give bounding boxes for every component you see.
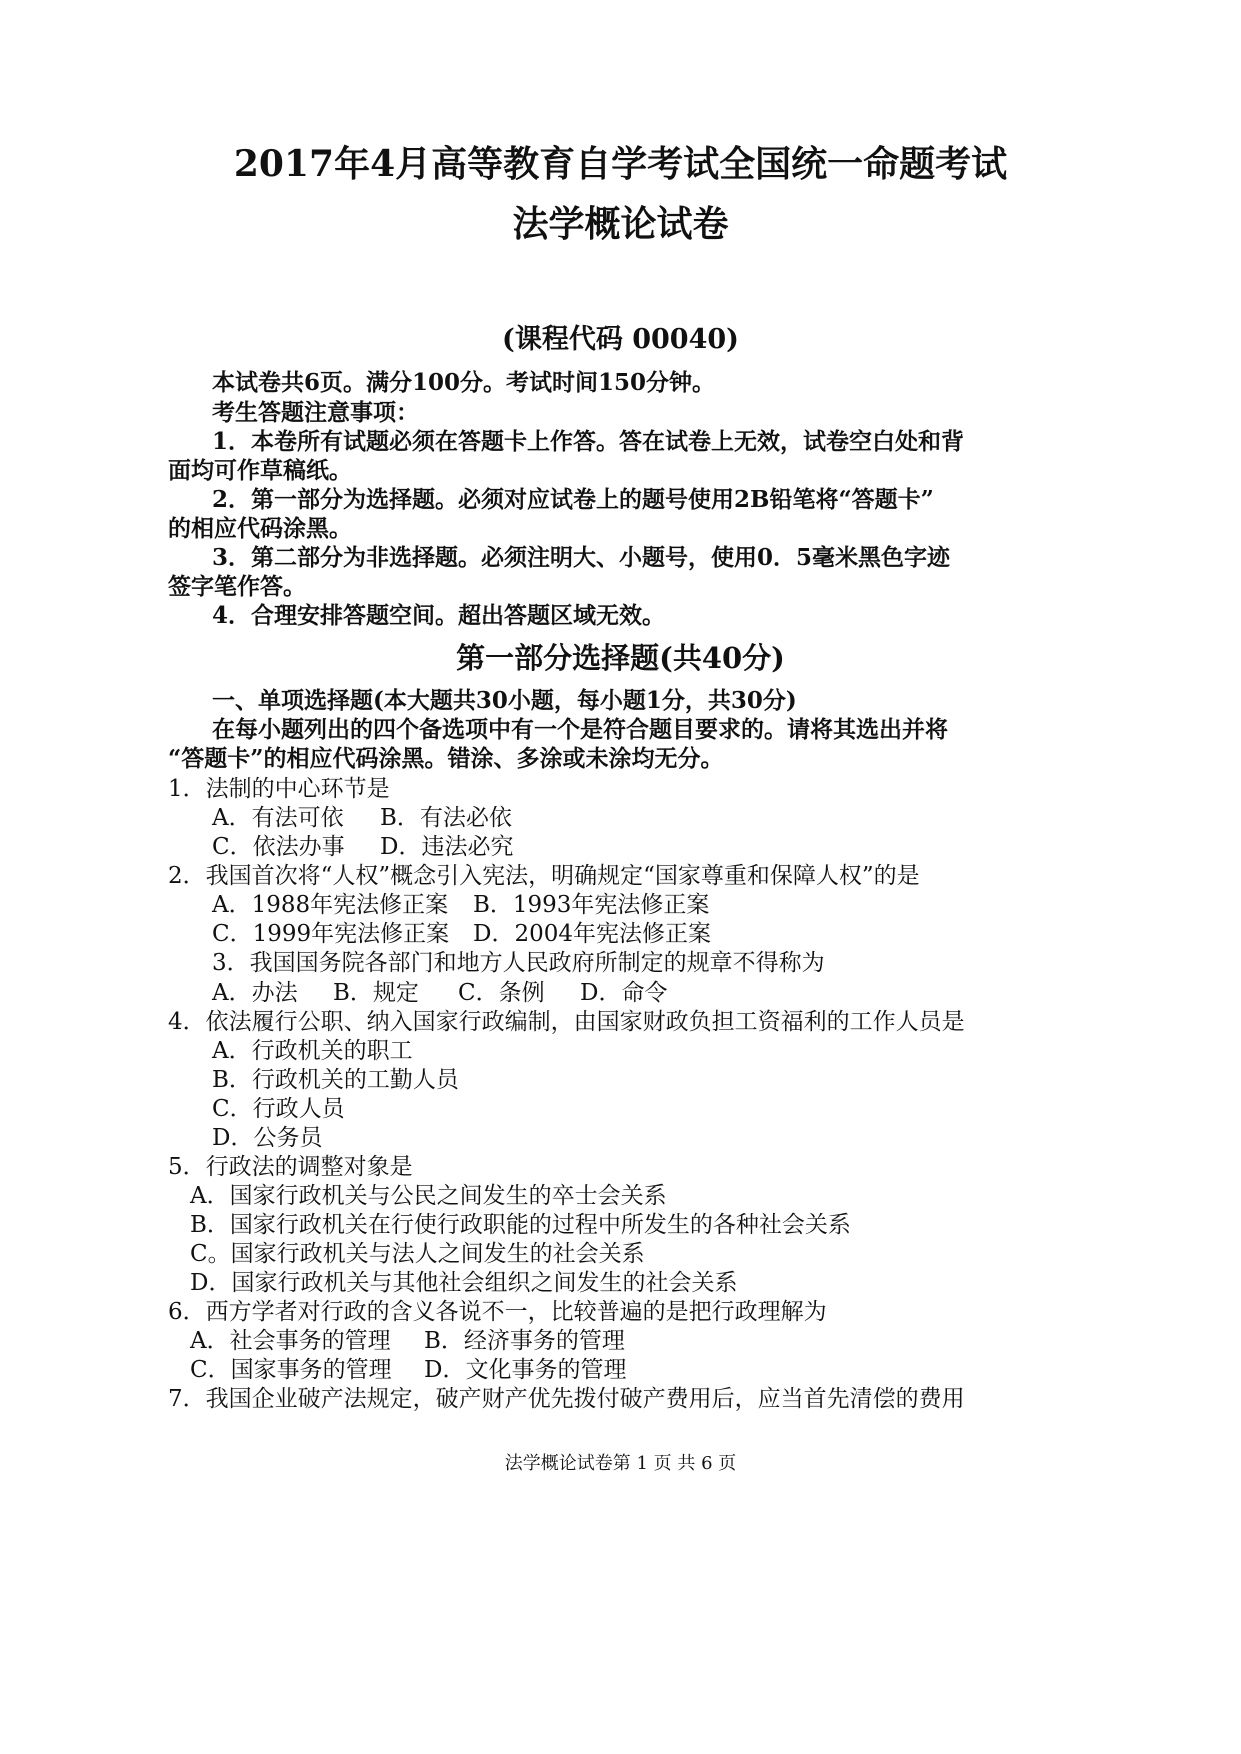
- question-6-stem: 6．西方学者对行政的含义各说不一，比较普遍的是把行政理解为: [168, 1299, 827, 1325]
- question-6-option-a: A．社会事务的管理: [190, 1328, 391, 1354]
- question-7-stem: 7．我国企业破产法规定，破产财产优先拨付破产费用后，应当首先清偿的费用: [168, 1386, 965, 1412]
- section-1-instruction-line-1: 在每小题列出的四个备选项中有一个是符合题目要求的。请将其选出并将: [212, 716, 948, 743]
- note-2-line-2: 的相应代码涂黑。: [168, 515, 352, 542]
- question-4-option-c: C．行政人员: [212, 1096, 345, 1122]
- question-3-stem: 3．我国国务院各部门和地方人民政府所制定的规章不得称为: [212, 950, 825, 976]
- question-1-option-b: B．有法必依: [380, 805, 512, 831]
- section-1-instruction-line-2: “答题卡”的相应代码涂黑。错涂、多涂或未涂均无分。: [168, 745, 724, 772]
- question-2-option-a: A．1988年宪法修正案: [212, 892, 449, 918]
- course-code: (课程代码 00040): [502, 324, 739, 355]
- note-4: 4．合理安排答题空间。超出答题区域无效。: [212, 602, 666, 629]
- question-4-option-d: D．公务员: [212, 1125, 323, 1151]
- question-2-option-d: D．2004年宪法修正案: [473, 921, 711, 947]
- question-1-stem: 1．法制的中心环节是: [168, 776, 390, 802]
- question-2-option-c: C．1999年宪法修正案: [212, 921, 450, 947]
- note-1-line-2: 面均可作草稿纸。: [168, 457, 352, 484]
- question-5-option-d: D．国家行政机关与其他社会组织之间发生的社会关系: [190, 1270, 738, 1296]
- question-1-option-d: D．违法必究: [380, 834, 514, 860]
- exam-title: 2017年4月高等教育自学考试全国统一命题考试: [233, 143, 1008, 185]
- question-5-stem: 5．行政法的调整对象是: [168, 1154, 413, 1180]
- question-3-option-b: B．规定: [333, 980, 419, 1006]
- note-3-line-2: 签字笔作答。: [168, 573, 306, 600]
- page-footer: 法学概论试卷第 1 页 共 6 页: [504, 1453, 737, 1474]
- section-1-heading: 一、单项选择题(本大题共30小题，每小题1分，共30分): [212, 687, 797, 714]
- question-1-option-c: C．依法办事: [212, 834, 345, 860]
- note-3-line-1: 3．第二部分为非选择题。必须注明大、小题号，使用0．5毫米黑色字迹: [212, 544, 951, 571]
- question-3-option-c: C．条例: [458, 980, 545, 1006]
- note-2-line-1: 2．第一部分为选择题。必须对应试卷上的题号使用2B铅笔将“答题卡”: [212, 486, 934, 513]
- question-5-option-a: A．国家行政机关与公民之间发生的卒士会关系: [190, 1183, 667, 1209]
- question-6-option-c: C．国家事务的管理: [190, 1357, 392, 1383]
- question-4-stem: 4．依法履行公职、纳入国家行政编制，由国家财政负担工资福利的工作人员是: [168, 1009, 965, 1035]
- question-1-option-a: A．有法可依: [212, 805, 344, 831]
- question-6-option-d: D．文化事务的管理: [424, 1357, 627, 1383]
- question-3-option-a: A．办法: [212, 980, 298, 1006]
- question-2-option-b: B．1993年宪法修正案: [473, 892, 710, 918]
- note-1-line-1: 1．本卷所有试题必须在答题卡上作答。答在试卷上无效，试卷空白处和背: [212, 428, 965, 455]
- question-2-stem: 2．我国首次将“人权”概念引入宪法，明确规定“国家尊重和保障人权”的是: [168, 863, 920, 889]
- question-4-option-a: A．行政机关的职工: [212, 1038, 413, 1064]
- part-1-heading: 第一部分选择题(共40分): [456, 641, 785, 675]
- paper-title: 法学概论试卷: [512, 203, 729, 245]
- question-5-option-c: C。国家行政机关与法人之间发生的社会关系: [190, 1241, 645, 1267]
- question-4-option-b: B．行政机关的工勤人员: [212, 1067, 459, 1093]
- exam-summary: 本试卷共6页。满分100分。考试时间150分钟。: [212, 369, 716, 396]
- notes-heading: 考生答题注意事项：: [212, 399, 419, 426]
- question-5-option-b: B．国家行政机关在行使行政职能的过程中所发生的各种社会关系: [190, 1212, 851, 1238]
- question-3-option-d: D．命令: [580, 980, 668, 1006]
- question-6-option-b: B．经济事务的管理: [424, 1328, 625, 1354]
